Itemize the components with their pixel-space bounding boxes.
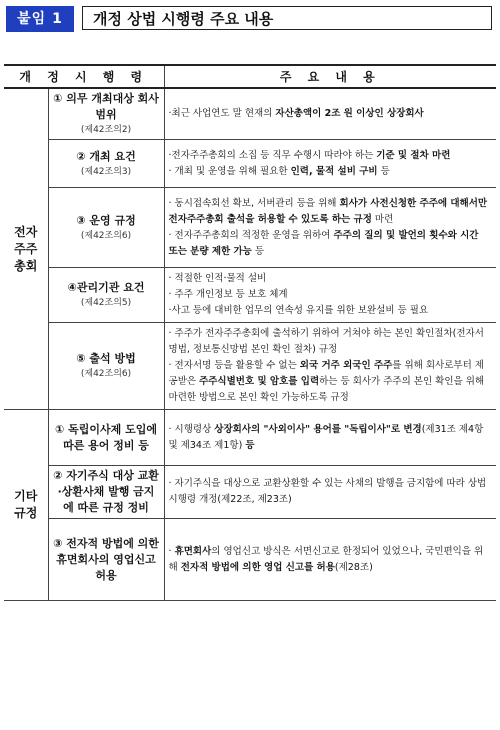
content-cell bbox=[164, 88, 496, 140]
table-row bbox=[4, 268, 496, 323]
content-text: 의 영업신고 방식은 서면신고로 한정되어 있었으나, 국민편익을 위해 bbox=[168, 545, 484, 573]
content-text: ·전자주주총회의 소집 등 직무 수행시 따라야 하는 bbox=[168, 149, 377, 161]
provision-cell bbox=[48, 519, 164, 601]
table-row bbox=[4, 519, 496, 601]
content-text: ·최근 사업연도 말 현재의 bbox=[168, 108, 276, 119]
page-header bbox=[6, 6, 494, 32]
emphasis-text: 외국 거주 외국인 주주 bbox=[299, 360, 393, 371]
article-reference: (제42조의6) bbox=[80, 230, 132, 241]
provision-title: ② 자기주식 대상 교환·상환사채 발행 금지에 따른 규정 정비 bbox=[53, 469, 159, 514]
content-bullet bbox=[169, 196, 491, 228]
table-row bbox=[4, 88, 496, 140]
content-cell bbox=[164, 323, 496, 410]
table-row bbox=[4, 466, 496, 519]
article-reference: (제42조의5) bbox=[80, 298, 132, 308]
provision-cell bbox=[48, 88, 164, 140]
content-bullet bbox=[169, 422, 491, 454]
content-bullet bbox=[169, 271, 491, 287]
content-text: 등 bbox=[377, 165, 390, 177]
provision-title: ③ 운영 규정 bbox=[76, 213, 136, 227]
content-cell bbox=[164, 188, 496, 268]
content-bullet bbox=[169, 544, 491, 576]
provision-title: ⑤ 출석 방법 bbox=[76, 352, 136, 365]
emphasis-text: 상장회사의 "사외이사" 용어를 "독립이사"로 변경 bbox=[214, 423, 422, 435]
content-bullet bbox=[169, 303, 491, 319]
provision-cell bbox=[48, 140, 164, 188]
amendment-table bbox=[4, 64, 496, 601]
content-bullet bbox=[169, 358, 491, 406]
content-cell bbox=[164, 410, 496, 466]
article-reference: (제42조의6) bbox=[80, 369, 132, 379]
emphasis-text: 기준 및 절차 마련 bbox=[376, 149, 451, 161]
content-text: · bbox=[168, 545, 175, 557]
content-bullet bbox=[169, 326, 491, 358]
emphasis-text: 등 bbox=[245, 439, 255, 451]
provision-cell bbox=[48, 410, 164, 466]
content-text: 마련 bbox=[371, 213, 394, 225]
content-bullet bbox=[169, 228, 491, 260]
emphasis-text: 전자적 방법에 의한 영업 신고를 허용 bbox=[180, 561, 335, 573]
content-text: · 적절한 인적·물적 설비 bbox=[168, 273, 267, 284]
category-label: 기타 규정 bbox=[14, 489, 38, 520]
content-bullet bbox=[169, 106, 491, 122]
content-text: (제31조 제4항 및 제34조 제1항) bbox=[168, 423, 484, 451]
table-row bbox=[4, 410, 496, 466]
content-bullet bbox=[169, 164, 491, 180]
provision-title: ① 독립이사제 도입에 따른 용어 정비 등 bbox=[55, 422, 157, 452]
content-text: · 시행령상 bbox=[168, 423, 215, 435]
provision-cell bbox=[48, 188, 164, 268]
content-text: 하는 등 회사가 주주의 본인 확인을 위해 마련한 방법으로 본인 확인 가능하도록 규정 bbox=[168, 376, 485, 403]
emphasis-text: 주주식별번호 및 암호를 입력 bbox=[199, 376, 320, 387]
content-text: · 동시접속회선 확보, 서버관리 등을 위해 bbox=[168, 197, 340, 209]
content-text: · 전자서명 등을 활용할 수 없는 bbox=[168, 360, 300, 371]
table-row bbox=[4, 323, 496, 410]
content-bullet bbox=[169, 476, 491, 508]
content-text: · 개최 및 운영을 위해 필요한 bbox=[168, 165, 291, 177]
category-cell bbox=[4, 410, 48, 601]
content-text: 등 bbox=[251, 245, 265, 257]
emphasis-text: 자산총액이 2조 원 이상인 상장회사 bbox=[275, 108, 424, 119]
content-text: · 주주 개인정보 등 보호 체계 bbox=[168, 289, 288, 300]
provision-title: ③ 전자적 방법에 의한 휴면회사의 영업신고 허용 bbox=[53, 536, 159, 582]
provision-cell bbox=[48, 466, 164, 519]
emphasis-text: 주주의 질의 및 발언의 횟수와 시간 또는 분량 제한 가능 bbox=[168, 229, 479, 257]
content-text: 를 위해 회사로부터 제공받은 bbox=[168, 360, 484, 387]
content-text: · 자기주식을 대상으로 교환상환할 수 있는 사채의 발행을 금지함에 따라 상법 시행령 개정(제22조, 제23조) bbox=[168, 478, 487, 505]
content-text: · 전자주주총회의 적정한 운영을 위하여 bbox=[168, 229, 334, 241]
content-bullet bbox=[169, 148, 491, 164]
provision-cell bbox=[48, 323, 164, 410]
content-bullet bbox=[169, 287, 491, 303]
provision-title: ② 개최 요건 bbox=[76, 149, 136, 163]
emphasis-text: 회사가 사전신청한 주주에 대해서만 전자주주총회 출석을 허용할 수 있도록 하는 규정 bbox=[168, 197, 488, 225]
category-cell bbox=[4, 88, 48, 410]
col-header-content: 주 요 내 용 bbox=[164, 65, 496, 88]
provision-cell bbox=[48, 268, 164, 323]
table-row bbox=[4, 188, 496, 268]
emphasis-text: 인력, 물적 설비 구비 bbox=[290, 165, 378, 177]
table-header-row bbox=[4, 65, 496, 88]
provision-title: ④관리기관 요건 bbox=[67, 281, 145, 294]
content-text: (제28조) bbox=[334, 561, 373, 573]
category-label: 전자 주주 총회 bbox=[14, 224, 38, 273]
col-header-provision: 개 정 시 행 령 bbox=[4, 65, 164, 88]
content-cell bbox=[164, 268, 496, 323]
article-reference: (제42조의3) bbox=[80, 166, 132, 177]
emphasis-text: 휴면회사 bbox=[174, 545, 212, 557]
page-title: 개정 상법 시행령 주요 내용 bbox=[82, 6, 492, 30]
content-text: ·사고 등에 대비한 업무의 연속성 유지를 위한 보완설비 등 필요 bbox=[168, 305, 429, 316]
provision-title: ① 의무 개최대상 회사 범위 bbox=[53, 92, 159, 121]
content-cell bbox=[164, 140, 496, 188]
content-text: · 주주가 전자주주총회에 출석하기 위하여 거쳐야 하는 본인 확인절차(전자서명법, 정보통신망법 본인 확인 절차) 규정 bbox=[168, 328, 484, 355]
content-cell bbox=[164, 519, 496, 601]
content-cell bbox=[164, 466, 496, 519]
table-row bbox=[4, 140, 496, 188]
attachment-badge: 붙임 1 bbox=[6, 6, 74, 32]
article-reference: (제42조의2) bbox=[80, 125, 132, 135]
